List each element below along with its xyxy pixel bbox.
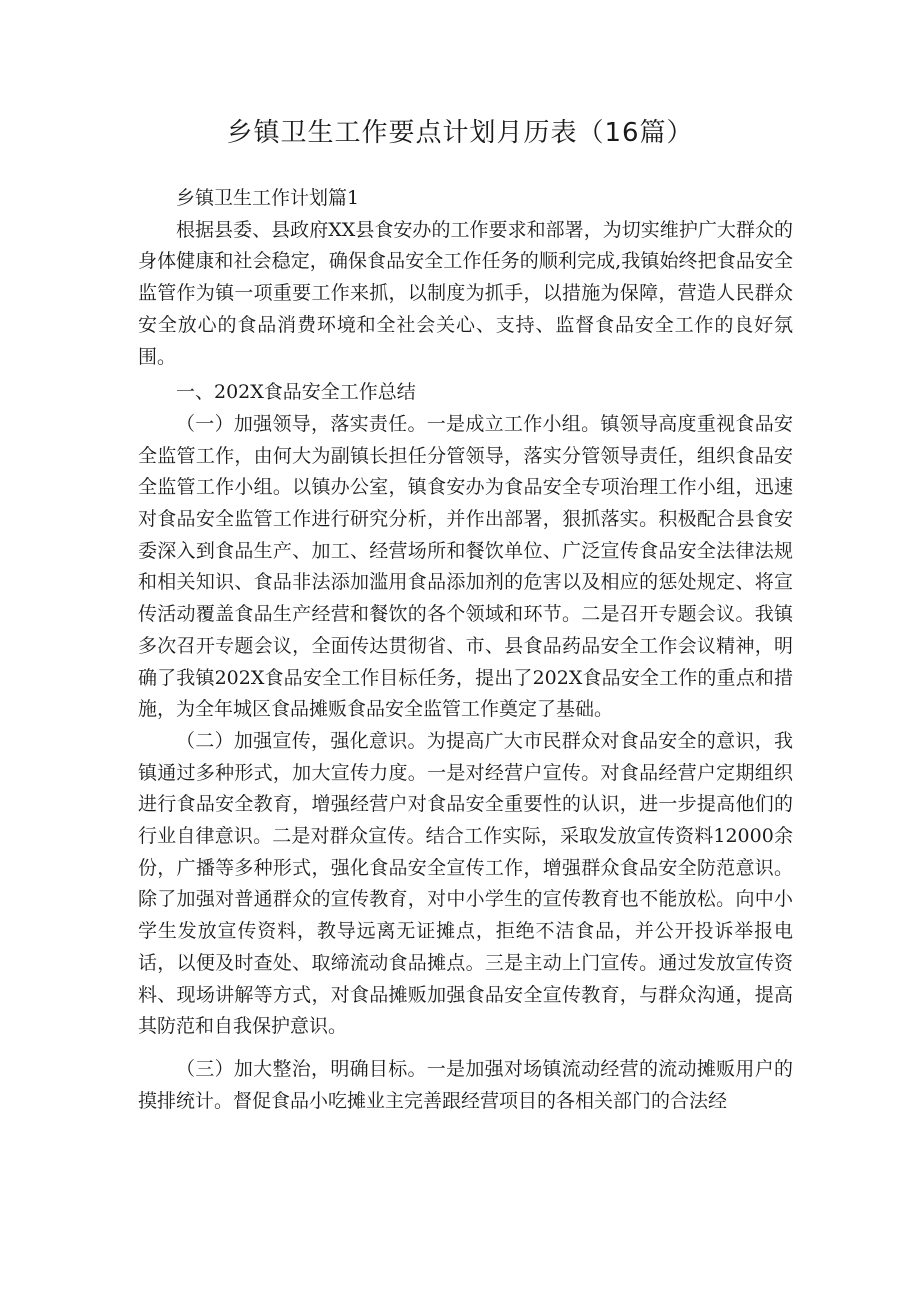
paragraph: 根据县委、县政府XX县食安办的工作要求和部署，为切实维护广大群众的身体健康和社会稳定，确保食品安全工作任务的顺利完成,我镇始终把食品安全监管作为镇一项重要工作来抓，以制度为抓手，以措施为保障，营造人民群众安全放心的食品消费环境和全社会关心、支持、监督食品安全工作的良好氛围。 — [138, 218, 793, 368]
section-heading: 乡镇卫生工作计划篇1 — [176, 187, 360, 209]
section-heading: 一、202X食品安全工作总结 — [176, 381, 416, 404]
paragraph: （三）加大整治，明确目标。一是加强对场镇流动经营的流动摊贩用户的摸排统计。督促食品小吃摊业主完善跟经营项目的各相关部门的合法经 — [138, 1057, 793, 1112]
paragraph: （一）加强领导，落实责任。一是成立工作小组。镇领导高度重视食品安全监管工作，由何大为副镇长担任分管领导，落实分管领导责任，组织食品安全监管工作小组。以镇办公室，镇食安办为食品安全专项治理工作小组，迅速对食品安全监管工作进行研究分析，并作出部署，狠抓落实。积极配合县食安委深入到食品生产、加工、经营场所和餐饮单位、广泛宣传食品安全法律法规和相关知识、食品非法添加滥用食品添加剂的危害以及相应的惩处规定、将宣传活动覆盖食品生产经营和餐饮的各个领域和环节。二是召开专题会议。我镇多次召开专题会议，全面传达贯彻省、市、县食品药品安全工作会议精神，明确了我镇202X食品安全工作目标任务，提出了202X食品安全工作的重点和措施，为全年城区食品摊贩食品安全监管工作奠定了基础。 — [138, 412, 793, 721]
document-body — [138, 183, 793, 1117]
document-title: 乡镇卫生工作要点计划月历表（16篇） — [226, 118, 694, 148]
paragraph: （二）加强宣传，强化意识。为提高广大市民群众对食品安全的意识，我镇通过多种形式，加大宣传力度。一是对经营户宣传。对食品经营户定期组织进行食品安全教育，增强经营户对食品安全重要性的认识，进一步提高他们的行业自律意识。二是对群众宣传。结合工作实际，采取发放宣传资料12000余份，广播等多种形式，强化食品安全宣传工作，增强群众食品安全防范意识。除了加强对普通群众的宣传教育，对中小学生的宣传教育也不能放松。向中小学生发放宣传资料，教导远离无证摊点，拒绝不洁食品，并公开投诉举报电话，以便及时查处、取缔流动食品摊点。三是主动上门宣传。通过发放宣传资料、现场讲解等方式，对食品摊贩加强食品安全宣传教育，与群众沟通，提高其防范和自我保护意识。 — [138, 729, 793, 1038]
